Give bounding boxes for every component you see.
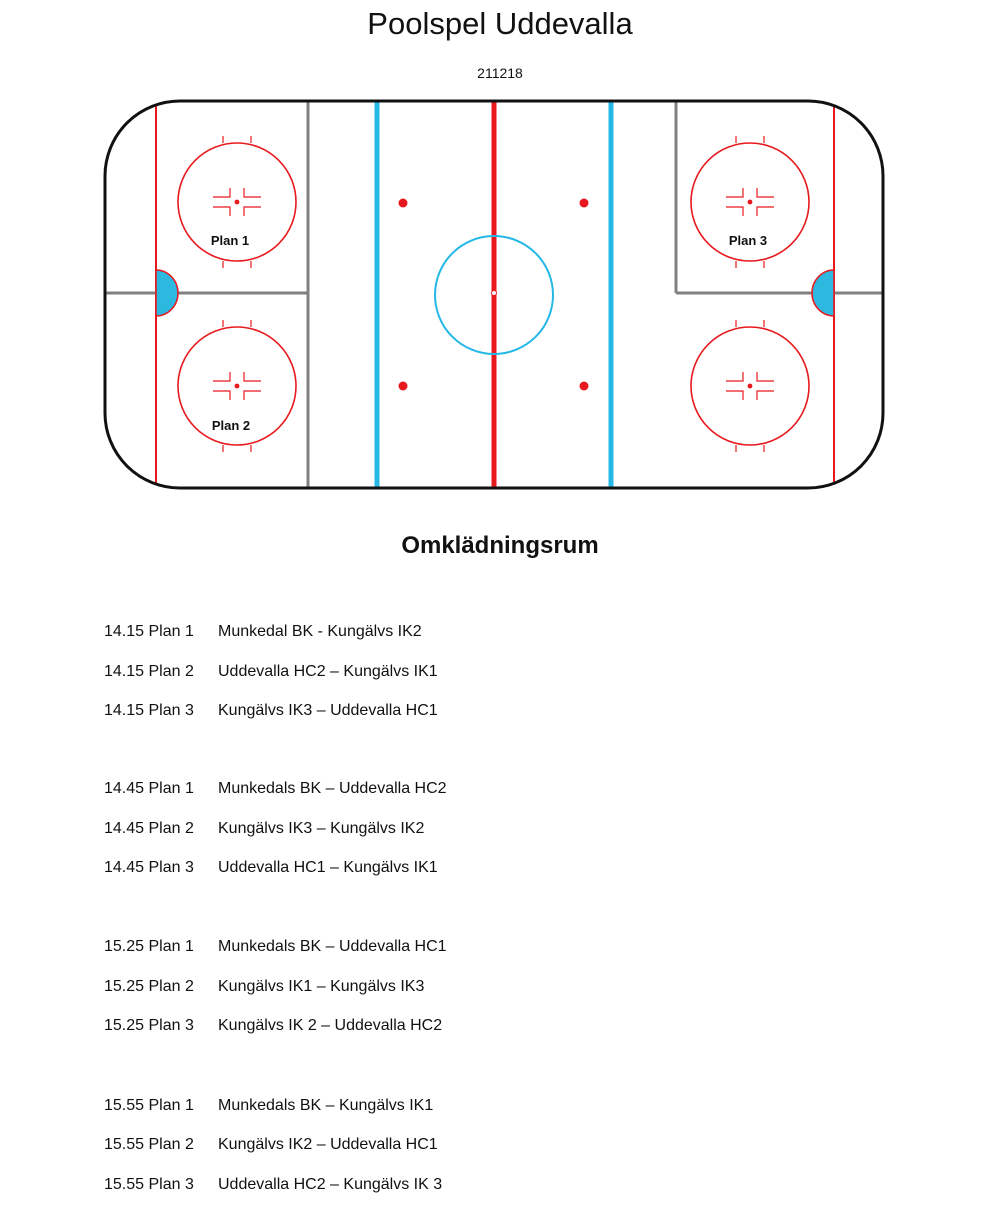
crease-left [156, 270, 178, 316]
neutral-dot [399, 382, 408, 391]
schedule-match: Kungälvs IK2 – Uddevalla HC1 [218, 1136, 438, 1153]
neutral-dot [580, 382, 589, 391]
crease-right [812, 270, 834, 316]
schedule-slot: 15.55 Plan 1 [104, 1097, 194, 1114]
schedule-slot: 14.45 Plan 2 [104, 820, 194, 837]
schedule-match: Uddevalla HC2 – Kungälvs IK1 [218, 663, 438, 680]
schedule-match: Uddevalla HC1 – Kungälvs IK1 [218, 859, 438, 876]
schedule-slot: 15.55 Plan 2 [104, 1136, 194, 1153]
schedule-match: Munkedal BK - Kungälvs IK2 [218, 623, 422, 640]
schedule-match: Munkedals BK – Uddevalla HC2 [218, 780, 447, 797]
schedule-match: Kungälvs IK 2 – Uddevalla HC2 [218, 1017, 443, 1034]
section-heading: Omklädningsrum [401, 532, 599, 559]
schedule-slot: 15.25 Plan 1 [104, 938, 194, 955]
zone-label-plan-2: Plan 2 [211, 418, 251, 433]
faceoff-circle-bottom-right [691, 320, 809, 452]
neutral-dot [580, 199, 589, 208]
schedule-match: Kungälvs IK3 – Uddevalla HC1 [218, 702, 438, 719]
schedule-match: Munkedals BK – Uddevalla HC1 [218, 938, 447, 955]
schedule-match: Kungälvs IK1 – Kungälvs IK3 [218, 978, 425, 995]
schedule-slot: 14.45 Plan 1 [104, 780, 194, 797]
schedule-slot: 14.15 Plan 1 [104, 623, 194, 640]
schedule-slot: 15.25 Plan 2 [104, 978, 194, 995]
schedule-match: Munkedals BK – Kungälvs IK1 [218, 1097, 434, 1114]
rink-diagram [0, 0, 1000, 500]
schedule-slot: 15.25 Plan 3 [104, 1017, 194, 1034]
schedule-match: Kungälvs IK3 – Kungälvs IK2 [218, 820, 425, 837]
schedule-slot: 15.55 Plan 3 [104, 1176, 194, 1193]
zone-label-plan-3: Plan 3 [728, 233, 768, 248]
faceoff-circle-top-left [178, 136, 296, 268]
schedule-slot: 14.15 Plan 2 [104, 663, 194, 680]
schedule-match: Uddevalla HC2 – Kungälvs IK 3 [218, 1176, 443, 1193]
schedule-slot: 14.45 Plan 3 [104, 859, 194, 876]
center-dot [492, 291, 497, 296]
zone-label-plan-1: Plan 1 [210, 233, 250, 248]
schedule-slot: 14.15 Plan 3 [104, 702, 194, 719]
faceoff-circle-top-right [691, 136, 809, 268]
page-title: Poolspel Uddevalla [367, 6, 633, 41]
date-label: 211218 [477, 65, 523, 81]
neutral-dot [399, 199, 408, 208]
